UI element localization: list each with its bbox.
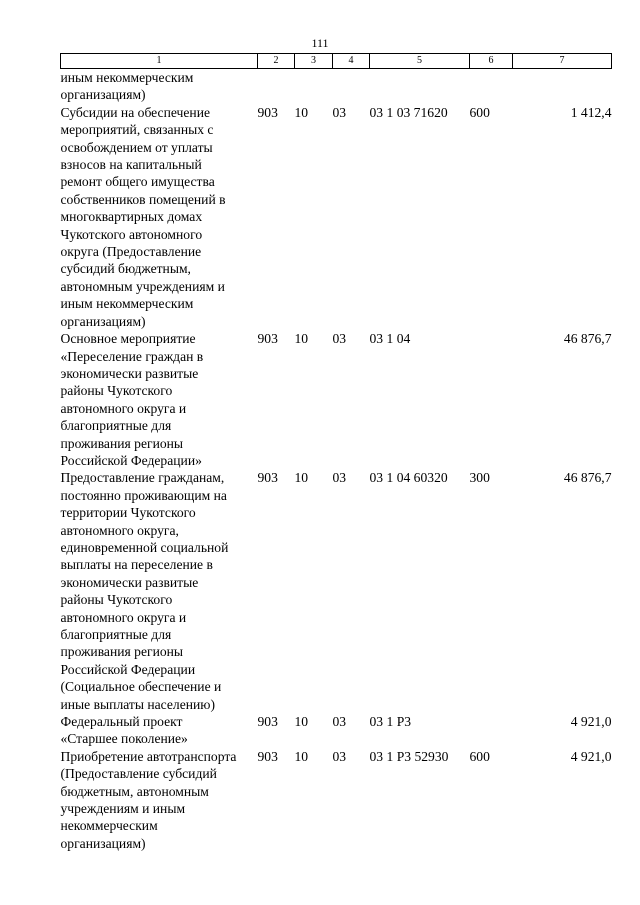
section-code: 10: [294, 748, 309, 764]
continuation-text: [61, 69, 258, 104]
ministry-code: 903: [257, 714, 278, 730]
row-name-line: Российской Федерации»: [60, 452, 202, 468]
row-name-line: субсидий бюджетным,: [60, 261, 191, 277]
amount: 46 876,7: [563, 470, 612, 486]
row-name-line: организациям): [60, 313, 146, 329]
ministry-code: 903: [257, 470, 278, 486]
subsection-code: 03: [332, 104, 347, 120]
row-name-line: проживания регионы: [60, 644, 184, 660]
amount: 46 876,7: [563, 331, 612, 347]
row-name-line: иным некоммерческим: [60, 296, 194, 312]
section-code: 10: [294, 470, 309, 486]
table-row: [61, 104, 612, 330]
row-name-line: Федеральный проект: [60, 714, 183, 730]
row-name-line: (Социальное обеспечение и: [60, 679, 222, 695]
row-name-line: автономного округа и: [60, 400, 187, 416]
expense-type-code: [470, 713, 513, 748]
ministry-code: 903: [257, 104, 278, 120]
row-name-line: освобождением от уплаты: [60, 139, 213, 155]
row-name-line: иные выплаты населению): [60, 696, 215, 712]
row-name-line: экономически развитые: [60, 365, 199, 381]
row-name-line: Предоставление гражданам,: [60, 470, 225, 486]
row-name-line: Субсидии на обеспечение: [60, 104, 211, 120]
row-name: [61, 713, 258, 748]
empty-cell: [370, 69, 470, 104]
row-name-line: округа (Предоставление: [60, 244, 202, 260]
row-name-line: территории Чукотского: [60, 505, 196, 521]
empty-cell: [333, 69, 370, 104]
row-name-line: автономного округа и: [60, 609, 187, 625]
target-article-code: 03 1 03 71620: [369, 104, 448, 120]
page-number: 111: [311, 36, 329, 50]
target-article-code: 03 1 P3 52930: [369, 748, 449, 764]
table-row: [61, 469, 612, 713]
expense-type-code: [470, 330, 513, 469]
continuation-row: [61, 69, 612, 104]
target-article-code: 03 1 P3: [369, 714, 412, 730]
row-name-line: благоприятные для: [60, 627, 172, 642]
row-name-line: (Предоставление субсидий: [60, 766, 217, 782]
expense-type-code: 600: [469, 748, 490, 764]
header-col-7: 7: [513, 54, 612, 69]
row-name: [61, 330, 258, 469]
row-name-line: постоянно проживающим на: [60, 487, 227, 503]
empty-cell: [258, 69, 295, 104]
target-article-code: 03 1 04: [369, 331, 411, 347]
expense-type-code: 300: [469, 470, 490, 486]
amount: 4 921,0: [570, 748, 612, 764]
header-col-6: 6: [470, 54, 513, 69]
row-name-line: многоквартирных домах: [60, 209, 203, 225]
row-name-line: автономным учреждениям и: [60, 278, 225, 294]
header-col-5: 5: [370, 54, 470, 69]
continuation-line: иным некоммерческим: [60, 70, 194, 85]
header-col-3: 3: [295, 54, 333, 69]
ministry-code: 903: [257, 331, 278, 347]
row-name: [61, 469, 258, 713]
continuation-line: организациям): [60, 87, 146, 103]
section-code: 10: [294, 714, 309, 730]
header-col-4: 4: [333, 54, 370, 69]
row-name-line: проживания регионы: [60, 435, 184, 451]
empty-cell: [513, 69, 612, 104]
row-name-line: «Переселение граждан в: [60, 348, 204, 364]
section-code: 10: [294, 104, 309, 120]
table-row: [61, 330, 612, 469]
row-name-line: организациям): [60, 835, 146, 851]
expense-type-code: 600: [469, 104, 490, 120]
column-number-header: [61, 54, 612, 69]
ministry-code: 903: [257, 748, 278, 764]
row-name-line: мероприятий, связанных с: [60, 122, 214, 138]
amount: 1 412,4: [570, 104, 612, 120]
row-name-line: Основное мероприятие: [60, 331, 196, 347]
row-name-line: ремонт общего имущества: [60, 174, 215, 190]
subsection-code: 03: [332, 470, 347, 486]
row-name-line: благоприятные для: [60, 418, 172, 434]
budget-table: [60, 53, 612, 852]
row-name-line: взносов на капитальный: [60, 157, 202, 173]
subsection-code: 03: [332, 748, 347, 764]
table-row: [61, 713, 612, 748]
row-name-line: собственников помещений в: [60, 191, 226, 207]
row-name-line: экономически развитые: [60, 574, 199, 590]
table-body: [61, 69, 612, 853]
row-name-line: Чукотского автономного: [60, 226, 203, 242]
header-col-1: 1: [61, 54, 258, 69]
subsection-code: 03: [332, 714, 347, 730]
row-name-line: бюджетным, автономным: [60, 783, 209, 799]
row-name-line: «Старшее поколение»: [60, 731, 188, 747]
row-name-line: некоммерческим: [60, 818, 158, 834]
header-col-2: 2: [258, 54, 295, 69]
row-name-line: учреждениям и иным: [60, 801, 186, 817]
empty-cell: [470, 69, 513, 104]
row-name: [61, 748, 258, 852]
section-code: 10: [294, 331, 309, 347]
row-name-line: выплаты на переселение в: [60, 557, 213, 573]
row-name: [61, 104, 258, 330]
row-name-line: Приобретение автотранспорта: [60, 748, 237, 764]
row-name-line: Российской Федерации: [60, 661, 196, 677]
target-article-code: 03 1 04 60320: [369, 470, 448, 486]
subsection-code: 03: [332, 331, 347, 347]
amount: 4 921,0: [570, 714, 612, 730]
row-name-line: единовременной социальной: [60, 539, 229, 555]
row-name-line: районы Чукотского: [60, 592, 173, 608]
row-name-line: районы Чукотского: [60, 383, 173, 399]
table-row: [61, 748, 612, 852]
row-name-line: автономного округа,: [60, 522, 179, 538]
empty-cell: [295, 69, 333, 104]
